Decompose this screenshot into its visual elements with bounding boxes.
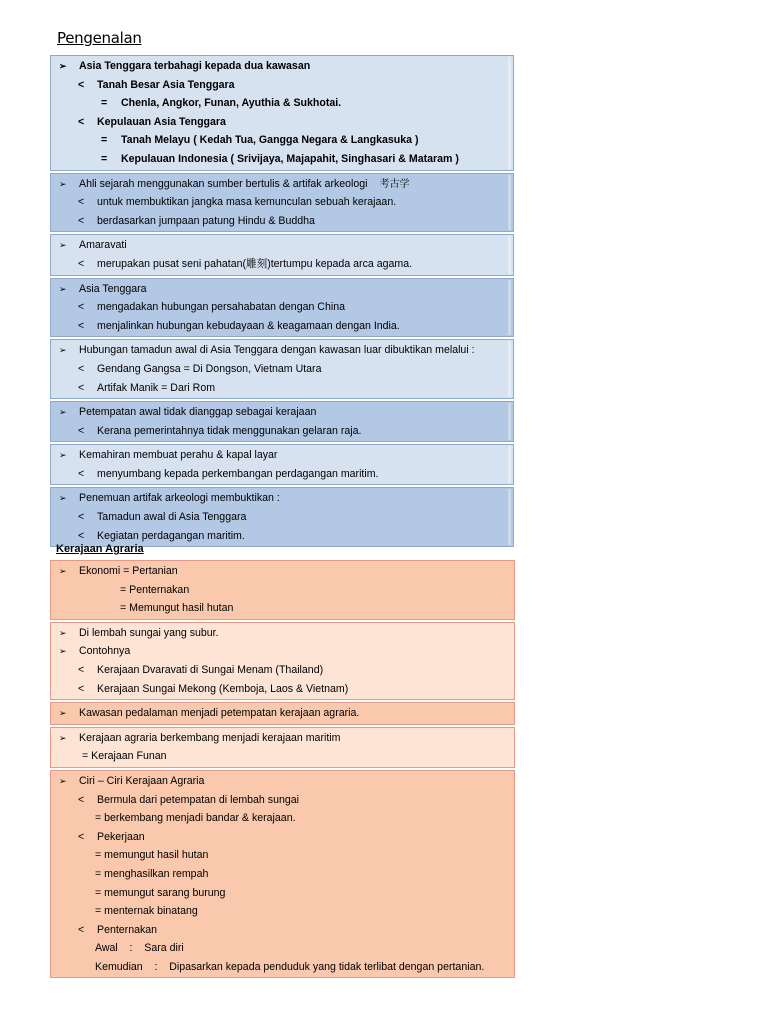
list-item <box>51 680 514 699</box>
arrow-bullet-icon: ➢ <box>59 627 67 638</box>
pengenalan-box <box>50 278 514 338</box>
item-text: mengadakan hubungan persahabatan dengan China <box>97 301 345 314</box>
list-item <box>51 94 513 113</box>
list-item <box>51 422 513 441</box>
bullet-marker: < <box>78 830 85 843</box>
list-item <box>51 828 514 847</box>
arrow-bullet-icon: ➢ <box>59 345 67 356</box>
item-text: Hubungan tamadun awal di Asia Tenggara dengan kawasan luar dibuktikan melalui : <box>79 344 475 357</box>
list-item <box>51 581 514 600</box>
arrow-bullet-icon: ➢ <box>59 646 67 657</box>
item-text: = Kerajaan Funan <box>82 750 167 763</box>
item-text: Bermula dari petempatan di lembah sungai <box>97 793 299 806</box>
item-text: Kepulauan Asia Tenggara <box>97 115 226 128</box>
list-item <box>51 747 514 766</box>
item-text: Kemudian : Dipasarkan kepada penduduk yang tidak terlibat dengan pertanian. <box>95 960 485 973</box>
list-item <box>51 255 513 274</box>
bullet-marker: < <box>78 923 85 936</box>
bullet-marker: < <box>78 115 85 128</box>
list-item <box>51 113 513 132</box>
item-text: Di lembah sungai yang subur. <box>79 626 219 639</box>
item-text: = menternak binatang <box>95 905 198 918</box>
pengenalan-box <box>50 401 514 442</box>
list-item <box>51 642 514 661</box>
list-item <box>51 403 513 422</box>
agraria-box <box>50 622 515 700</box>
pengenalan-box <box>50 173 514 233</box>
arrow-bullet-icon: ➢ <box>59 283 67 294</box>
item-text: untuk membuktikan jangka masa kemunculan sebuah kerajaan. <box>97 196 397 209</box>
item-text: Ekonomi = Pertanian <box>79 565 178 577</box>
agraria-box <box>50 560 515 620</box>
item-text: Chenla, Angkor, Funan, Ayuthia & Sukhotai. <box>121 97 342 110</box>
list-item <box>51 489 513 508</box>
item-text: Tamadun awal di Asia Tenggara <box>97 511 247 524</box>
item-text: Kepulauan Indonesia ( Srivijaya, Majapahit, Singhasari & Mataram ) <box>121 152 459 165</box>
bullet-marker: < <box>78 319 85 332</box>
list-item <box>51 939 514 958</box>
bullet-marker: < <box>78 196 85 209</box>
bullet-marker: = <box>101 97 108 110</box>
pengenalan-box <box>50 444 514 485</box>
item-text: = berkembang menjadi bandar & kerajaan. <box>95 812 296 825</box>
list-item <box>51 729 514 748</box>
arrow-bullet-icon: ➢ <box>59 775 67 786</box>
list-item <box>51 236 513 255</box>
bullet-marker: < <box>78 78 85 91</box>
arrow-bullet-icon: ➢ <box>59 178 67 189</box>
item-text: Asia Tenggara <box>79 282 147 295</box>
bullet-marker: < <box>78 793 85 806</box>
item-text: = memungut sarang burung <box>95 886 226 899</box>
list-item <box>51 599 514 618</box>
item-text: Contohnya <box>79 645 131 658</box>
item-text: Tanah Besar Asia Tenggara <box>97 78 235 91</box>
item-text: Kemahiran membuat perahu & kapal layar <box>79 449 278 462</box>
arrow-bullet-icon: ➢ <box>59 732 67 743</box>
item-text: menyumbang kepada perkembangan perdagangan maritim. <box>97 467 379 480</box>
list-item <box>51 379 513 398</box>
arrow-bullet-icon: ➢ <box>59 61 67 71</box>
list-item <box>51 704 514 723</box>
arrow-bullet-icon: ➢ <box>59 450 67 461</box>
item-text: Ahli sejarah menggunakan sumber bertulis & artifak arkeologi <box>79 177 368 190</box>
item-text: = memungut hasil hutan <box>95 849 209 862</box>
item-text: = menghasilkan rempah <box>95 867 209 880</box>
section-heading: Kerajaan Agraria <box>56 543 144 555</box>
bullet-marker: < <box>78 257 85 270</box>
list-item <box>51 921 514 940</box>
pengenalan-box <box>50 339 514 399</box>
item-text: menjalinkan hubungan kebudayaan & keagamaan dengan India. <box>97 319 400 332</box>
item-text: Pekerjaan <box>97 830 145 843</box>
list-item <box>51 131 513 150</box>
list-item <box>51 958 514 977</box>
arrow-bullet-icon: ➢ <box>59 407 67 418</box>
bullet-marker: < <box>78 381 85 394</box>
bullet-marker: < <box>78 529 85 542</box>
list-item <box>51 212 513 231</box>
arrow-bullet-icon: ➢ <box>59 493 67 504</box>
bullet-marker: < <box>78 663 85 676</box>
agraria-box <box>50 727 515 768</box>
list-item <box>51 465 513 484</box>
item-text: Kawasan pedalaman menjadi petempatan kerajaan agraria. <box>79 707 360 720</box>
item-text: merupakan pusat seni pahatan(雕刻)tertumpu kepada arca agama. <box>97 257 413 270</box>
item-text: Penemuan artifak arkeologi membuktikan : <box>79 492 280 505</box>
item-text: Kerajaan Dvaravati di Sungai Menam (Thailand) <box>97 663 324 676</box>
bullet-marker: < <box>78 301 85 314</box>
bullet-marker: = <box>101 152 108 165</box>
item-text: = Memungut hasil hutan <box>120 602 234 615</box>
list-item <box>51 76 513 95</box>
list-item <box>51 809 514 828</box>
pengenalan-section <box>50 55 514 549</box>
agraria-box <box>50 770 515 979</box>
bullet-marker: < <box>78 424 85 437</box>
bullet-marker: < <box>78 362 85 375</box>
list-item <box>51 298 513 317</box>
list-item <box>51 791 514 810</box>
kerajaan-agraria-section <box>50 560 515 980</box>
list-item <box>51 661 514 680</box>
bullet-marker: < <box>78 682 85 695</box>
item-text: Petempatan awal tidak dianggap sebagai kerajaan <box>79 406 317 419</box>
arrow-bullet-icon: ➢ <box>59 566 67 576</box>
item-text: Ciri – Ciri Kerajaan Agraria <box>79 774 205 787</box>
item-text: berdasarkan jumpaan patung Hindu & Buddha <box>97 214 315 227</box>
arrow-bullet-icon: ➢ <box>59 708 67 719</box>
list-item <box>51 360 513 379</box>
list-item <box>51 175 513 194</box>
item-text: Asia Tenggara terbahagi kepada dua kawasan <box>79 60 311 72</box>
list-item <box>51 317 513 336</box>
item-text: Awal : Sara diri <box>95 942 184 955</box>
list-item <box>51 150 513 169</box>
list-item <box>51 446 513 465</box>
item-text: Kerana pemerintahnya tidak menggunakan gelaran raja. <box>97 424 362 437</box>
arrow-bullet-icon: ➢ <box>59 240 67 251</box>
pengenalan-box <box>50 234 514 275</box>
bullet-marker: < <box>78 511 85 524</box>
list-item <box>51 846 514 865</box>
bullet-marker: < <box>78 467 85 480</box>
item-text: Tanah Melayu ( Kedah Tua, Gangga Negara & Langkasuka ) <box>121 134 419 147</box>
pengenalan-box <box>50 487 514 547</box>
pengenalan-box <box>50 55 514 171</box>
list-item <box>51 902 514 921</box>
list-item <box>51 193 513 212</box>
agraria-box <box>50 702 515 725</box>
list-item <box>51 562 514 581</box>
list-item <box>51 341 513 360</box>
item-text: Gendang Gangsa = Di Dongson, Vietnam Utara <box>97 362 322 375</box>
list-item <box>51 865 514 884</box>
bullet-marker: = <box>101 134 108 147</box>
list-item <box>51 884 514 903</box>
chinese-annotation: 考古学 <box>379 178 410 190</box>
item-text: Kerajaan Sungai Mekong (Kemboja, Laos & Vietnam) <box>97 682 349 695</box>
list-item <box>51 57 513 76</box>
bullet-marker: < <box>78 214 85 227</box>
item-text: Penternakan <box>97 923 158 936</box>
item-text: Amaravati <box>79 239 127 252</box>
list-item <box>51 772 514 791</box>
list-item <box>51 624 514 643</box>
page-title: Pengenalan <box>57 29 142 47</box>
list-item <box>51 280 513 299</box>
item-text: Kerajaan agraria berkembang menjadi kerajaan maritim <box>79 731 341 744</box>
item-text: = Penternakan <box>120 583 190 596</box>
item-text: Kegiatan perdagangan maritim. <box>97 529 245 542</box>
item-text: Artifak Manik = Dari Rom <box>97 381 216 394</box>
list-item <box>51 508 513 527</box>
